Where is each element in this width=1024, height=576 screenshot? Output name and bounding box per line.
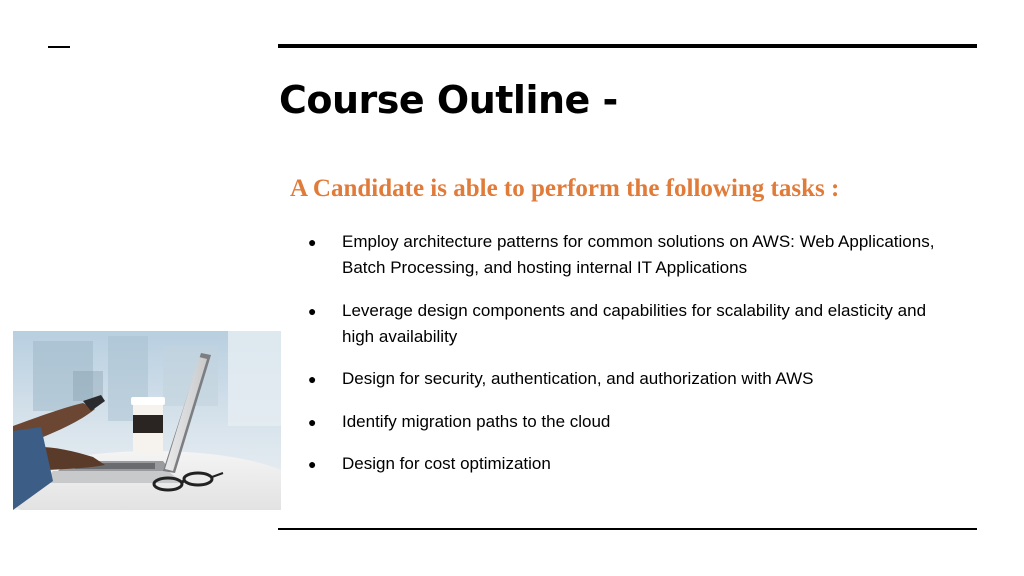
corner-dash bbox=[48, 46, 70, 48]
task-text: Employ architecture patterns for common solutions on AWS: Web Applications, Batch Processing, and hosting internal IT Applications bbox=[342, 232, 935, 277]
slide-title: Course Outline - bbox=[279, 78, 618, 122]
task-text: Design for security, authentication, and authorization with AWS bbox=[342, 369, 814, 388]
bullet-icon: ● bbox=[308, 302, 317, 319]
task-item bbox=[300, 229, 950, 281]
bottom-rule bbox=[278, 528, 977, 530]
task-item bbox=[300, 451, 950, 477]
bullet-icon: ● bbox=[308, 456, 317, 472]
task-item bbox=[300, 409, 950, 435]
task-text: Design for cost optimization bbox=[342, 454, 551, 473]
laptop-photo bbox=[13, 331, 281, 510]
task-list bbox=[300, 229, 950, 494]
bullet-icon: ● bbox=[308, 371, 317, 387]
bullet-icon: ● bbox=[308, 413, 317, 430]
task-item bbox=[300, 298, 950, 350]
task-item bbox=[300, 366, 950, 392]
top-rule bbox=[278, 44, 977, 48]
task-text: Identify migration paths to the cloud bbox=[342, 411, 611, 431]
bullet-icon: ● bbox=[308, 234, 317, 250]
laptop-illustration bbox=[13, 331, 281, 510]
task-text: Leverage design components and capabilities for scalability and elasticity and high availability bbox=[342, 300, 927, 346]
slide-subtitle: A Candidate is able to perform the following tasks : bbox=[290, 175, 840, 202]
